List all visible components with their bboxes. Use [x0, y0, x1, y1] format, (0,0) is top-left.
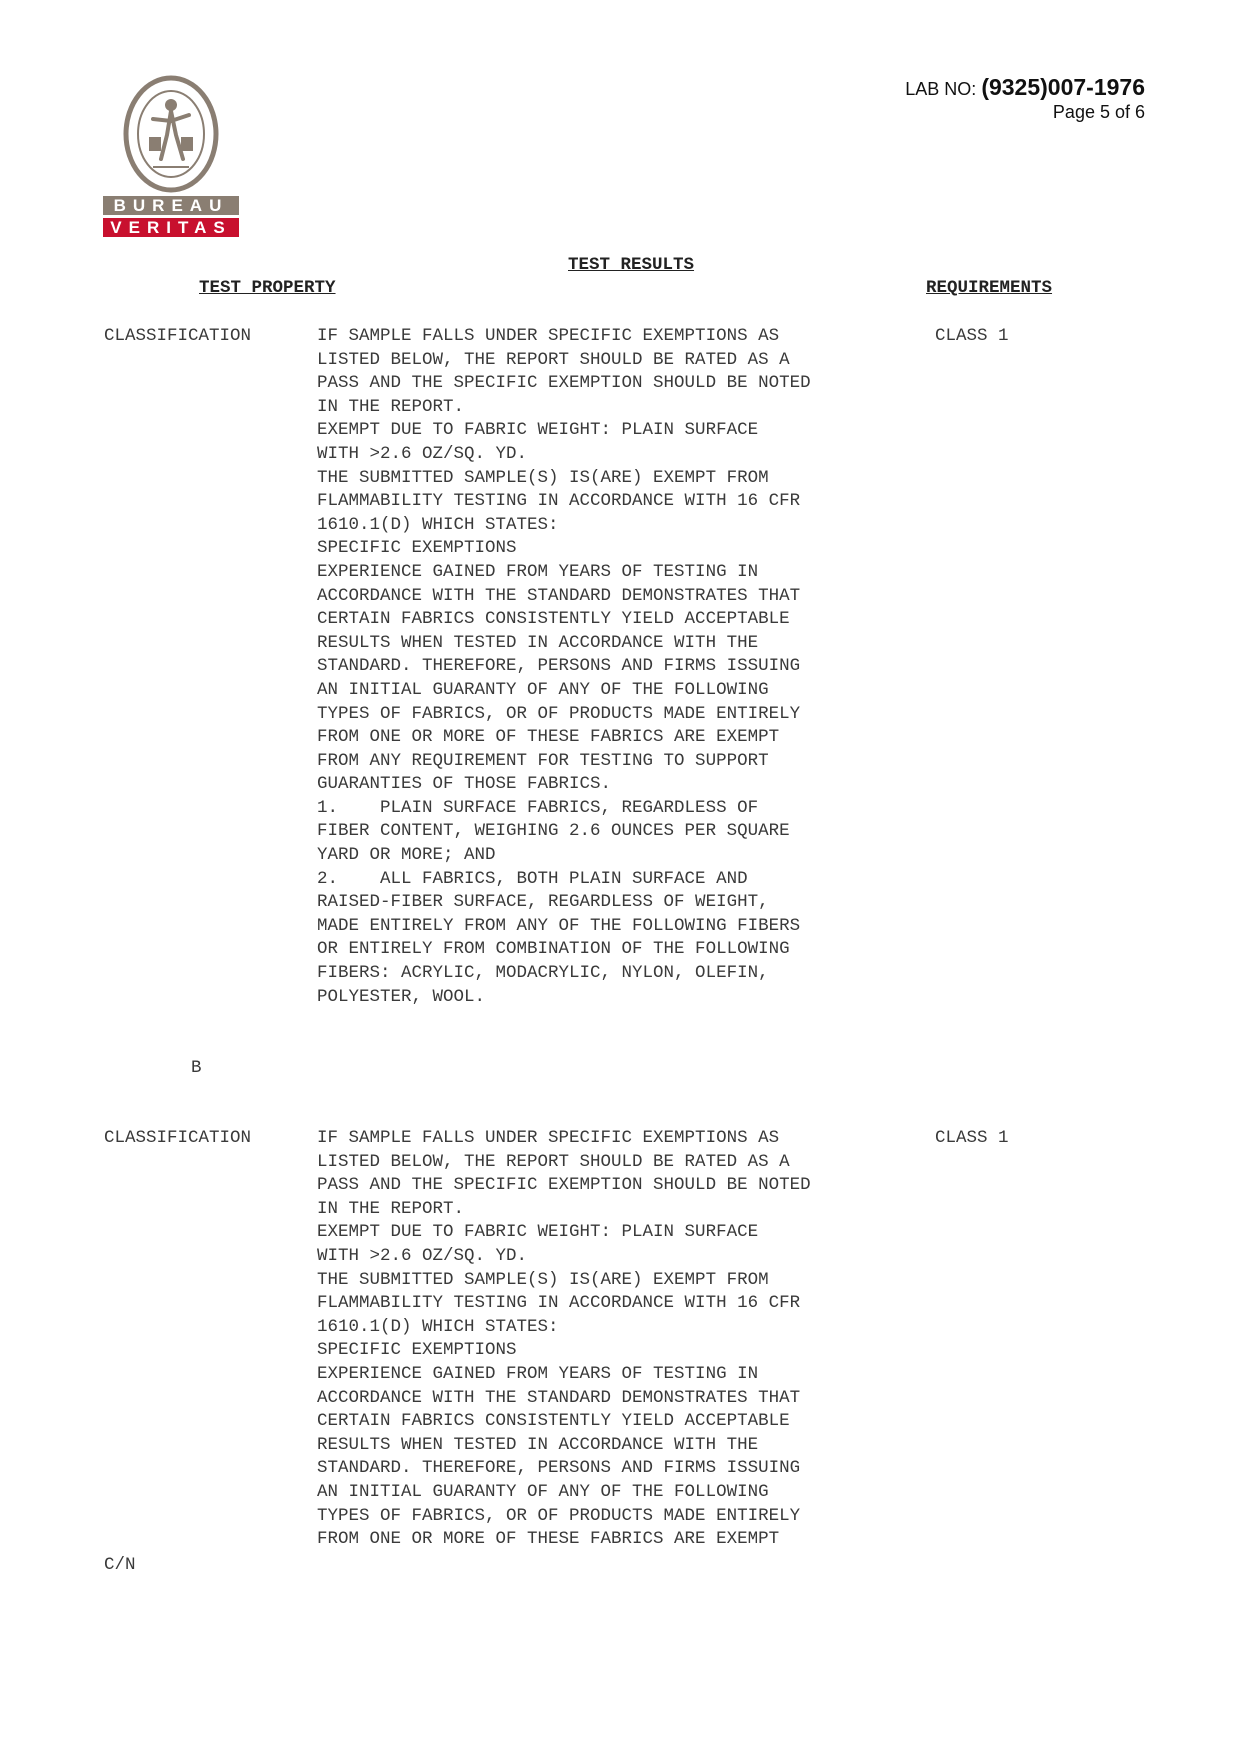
- bureau-veritas-seal-icon: [123, 75, 219, 193]
- bureau-veritas-logo: [103, 75, 241, 237]
- section-2-property: CLASSIFICATION: [104, 1128, 252, 1148]
- section-1-property: CLASSIFICATION: [104, 326, 252, 346]
- section-2-results-text: IF SAMPLE FALLS UNDER SPECIFIC EXEMPTIONS AS LISTED BELOW, THE REPORT SHOULD BE RATED AS A PASS AND THE SPECIFIC EXEMPTION SHOULD BE NOTED IN THE REPORT. EXEMPT DUE TO FABRIC WEIGHT: PLAIN SURFACE WITH >2.6 OZ/SQ. YD. THE SUBMITTED SAMPLE(S) IS(ARE) EXEMPT FROM FLAMMABILITY TESTING IN ACCORDANCE WITH 16 CFR 1610.1(D) WHICH STATES: SPECIFIC EXEMPTIONS EXPERIENCE GAINED FROM YEARS OF TESTING IN ACCORDANCE WITH THE STANDARD DEMONSTRATES THAT CERTAIN FABRICS CONSISTENTLY YIELD ACCEPTABLE RESULTS WHEN TESTED IN ACCORDANCE WITH THE STANDARD. THEREFORE, PERSONS AND FIRMS ISSUING AN INITIAL GUARANTY OF ANY OF THE FOLLOWING TYPES OF FABRICS, OR OF PRODUCTS MADE ENTIRELY FROM ONE OR MORE OF THESE FABRICS ARE EXEMPT: [317, 1128, 811, 1550]
- lab-number-line: [905, 75, 1145, 101]
- logo-wordmark-veritas: VERITAS: [103, 218, 239, 237]
- footer-note: C/N: [104, 1555, 136, 1575]
- lab-number: (9325)007-1976: [981, 74, 1145, 100]
- sample-label: B: [191, 1058, 202, 1078]
- heading-test-results: TEST RESULTS: [568, 255, 695, 275]
- section-2-requirement: CLASS 1: [935, 1128, 1009, 1148]
- page-indicator: Page 5 of 6: [1052, 102, 1145, 122]
- heading-requirements: REQUIREMENTS: [926, 278, 1053, 298]
- section-1-requirement: CLASS 1: [935, 326, 1009, 346]
- header-info: [905, 75, 1145, 123]
- heading-test-property: TEST PROPERTY: [199, 278, 336, 298]
- section-1-results-text: IF SAMPLE FALLS UNDER SPECIFIC EXEMPTIONS AS LISTED BELOW, THE REPORT SHOULD BE RATED AS A PASS AND THE SPECIFIC EXEMPTION SHOULD BE NOTED IN THE REPORT. EXEMPT DUE TO FABRIC WEIGHT: PLAIN SURFACE WITH >2.6 OZ/SQ. YD. THE SUBMITTED SAMPLE(S) IS(ARE) EXEMPT FROM FLAMMABILITY TESTING IN ACCORDANCE WITH 16 CFR 1610.1(D) WHICH STATES: SPECIFIC EXEMPTIONS EXPERIENCE GAINED FROM YEARS OF TESTING IN ACCORDANCE WITH THE STANDARD DEMONSTRATES THAT CERTAIN FABRICS CONSISTENTLY YIELD ACCEPTABLE RESULTS WHEN TESTED IN ACCORDANCE WITH THE STANDARD. THEREFORE, PERSONS AND FIRMS ISSUING AN INITIAL GUARANTY OF ANY OF THE FOLLOWING TYPES OF FABRICS, OR OF PRODUCTS MADE ENTIRELY FROM ONE OR MORE OF THESE FABRICS ARE EXEMPT FROM ANY REQUIREMENT FOR TESTING TO SUPPORT GUARANTIES OF THOSE FABRICS. 1. PLAIN SURFACE FABRICS, REGARDLESS OF FIBER CONTENT, WEIGHING 2.6 OUNCES PER SQUARE YARD OR MORE; AND 2. ALL FABRICS, BOTH PLAIN SURFACE AND RAISED-FIBER SURFACE, REGARDLESS OF WEIGHT, MADE ENTIRELY FROM ANY OF THE FOLLOWING FIBERS OR ENTIRELY FROM COMBINATION OF THE FOLLOWING FIBERS: ACRYLIC, MODACRYLIC, NYLON, OLEFIN, POLYESTER, WOOL.: [317, 326, 811, 1007]
- lab-label: LAB NO:: [905, 79, 982, 99]
- logo-wordmark-bureau: BUREAU: [103, 196, 239, 215]
